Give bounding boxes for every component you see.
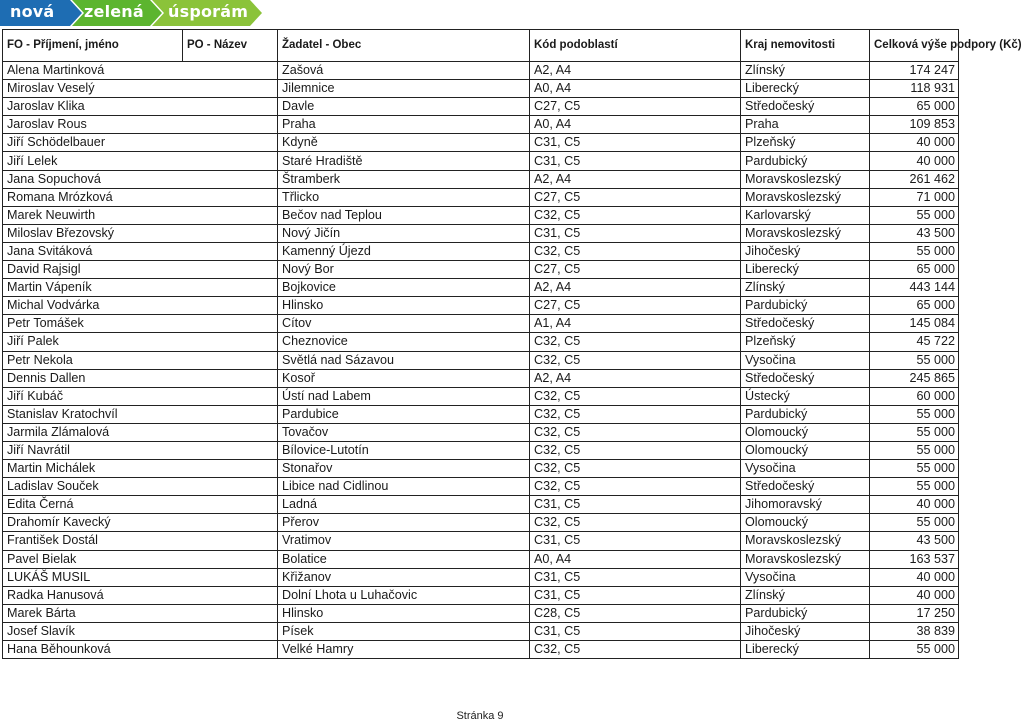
cell-org-name <box>183 80 278 98</box>
table-row <box>3 333 959 351</box>
cell-org-name <box>183 279 278 297</box>
table-row <box>3 188 959 206</box>
cell-amount: 109 853 <box>870 116 959 134</box>
cell-region: Zlínský <box>741 62 870 80</box>
cell-amount: 443 144 <box>870 279 959 297</box>
table-row <box>3 224 959 242</box>
table-row <box>3 568 959 586</box>
cell-org-name <box>183 62 278 80</box>
cell-region: Zlínský <box>741 586 870 604</box>
cell-region: Plzeňský <box>741 333 870 351</box>
cell-region: Moravskoslezský <box>741 550 870 568</box>
cell-amount: 60 000 <box>870 387 959 405</box>
cell-amount: 118 931 <box>870 80 959 98</box>
cell-region: Vysočina <box>741 460 870 478</box>
cell-amount: 40 000 <box>870 152 959 170</box>
cell-amount: 43 500 <box>870 224 959 242</box>
cell-subarea-code: C31, C5 <box>530 152 741 170</box>
cell-subarea-code: C27, C5 <box>530 188 741 206</box>
cell-region: Středočeský <box>741 315 870 333</box>
cell-region: Jihočeský <box>741 242 870 260</box>
cell-region: Moravskoslezský <box>741 532 870 550</box>
table-row <box>3 297 959 315</box>
cell-region: Karlovarský <box>741 206 870 224</box>
cell-subarea-code: A1, A4 <box>530 315 741 333</box>
cell-amount: 55 000 <box>870 206 959 224</box>
cell-person-name: Petr Nekola <box>3 351 183 369</box>
cell-person-name: Marek Bárta <box>3 604 183 622</box>
cell-amount: 55 000 <box>870 641 959 659</box>
cell-town: Ladná <box>278 496 530 514</box>
cell-amount: 65 000 <box>870 261 959 279</box>
cell-org-name <box>183 604 278 622</box>
cell-amount: 245 865 <box>870 369 959 387</box>
cell-town: Stonařov <box>278 460 530 478</box>
cell-org-name <box>183 586 278 604</box>
cell-org-name <box>183 188 278 206</box>
table-row <box>3 351 959 369</box>
cell-org-name <box>183 514 278 532</box>
cell-subarea-code: A0, A4 <box>530 550 741 568</box>
cell-town: Kosoř <box>278 369 530 387</box>
table-row <box>3 98 959 116</box>
cell-person-name: Jiří Palek <box>3 333 183 351</box>
cell-subarea-code: C31, C5 <box>530 224 741 242</box>
cell-region: Vysočina <box>741 568 870 586</box>
cell-person-name: Alena Martinková <box>3 62 183 80</box>
cell-person-name: Jaroslav Rous <box>3 116 183 134</box>
cell-subarea-code: C32, C5 <box>530 441 741 459</box>
cell-person-name: Martin Michálek <box>3 460 183 478</box>
cell-amount: 261 462 <box>870 170 959 188</box>
cell-person-name: Petr Tomášek <box>3 315 183 333</box>
cell-amount: 45 722 <box>870 333 959 351</box>
cell-amount: 55 000 <box>870 405 959 423</box>
cell-subarea-code: C31, C5 <box>530 568 741 586</box>
cell-org-name <box>183 622 278 640</box>
cell-region: Liberecký <box>741 80 870 98</box>
cell-region: Olomoucký <box>741 514 870 532</box>
cell-subarea-code: C31, C5 <box>530 586 741 604</box>
cell-subarea-code: C28, C5 <box>530 604 741 622</box>
cell-region: Pardubický <box>741 604 870 622</box>
cell-org-name <box>183 170 278 188</box>
cell-org-name <box>183 134 278 152</box>
subsidy-table <box>2 29 1022 659</box>
cell-person-name: Jiří Kubáč <box>3 387 183 405</box>
cell-town: Staré Hradiště <box>278 152 530 170</box>
cell-town: Štramberk <box>278 170 530 188</box>
table-row <box>3 369 959 387</box>
cell-subarea-code: C31, C5 <box>530 496 741 514</box>
table-row <box>3 586 959 604</box>
cell-region: Plzeňský <box>741 134 870 152</box>
cell-amount: 38 839 <box>870 622 959 640</box>
table-row <box>3 460 959 478</box>
cell-amount: 55 000 <box>870 460 959 478</box>
table-row <box>3 550 959 568</box>
cell-subarea-code: C32, C5 <box>530 405 741 423</box>
cell-org-name <box>183 441 278 459</box>
header-fo-name: FO - Příjmení, jméno <box>3 30 183 62</box>
header-region: Kraj nemovitosti <box>741 30 870 62</box>
cell-amount: 145 084 <box>870 315 959 333</box>
cell-town: Bečov nad Teplou <box>278 206 530 224</box>
cell-subarea-code: A0, A4 <box>530 116 741 134</box>
cell-town: Cítov <box>278 315 530 333</box>
table-row <box>3 441 959 459</box>
cell-person-name: Jarmila Zlámalová <box>3 423 183 441</box>
cell-subarea-code: C27, C5 <box>530 261 741 279</box>
cell-subarea-code: A2, A4 <box>530 170 741 188</box>
cell-town: Zašová <box>278 62 530 80</box>
logo-word-zelena: zelená <box>84 2 144 21</box>
cell-town: Velké Hamry <box>278 641 530 659</box>
cell-org-name <box>183 405 278 423</box>
cell-region: Jihočeský <box>741 622 870 640</box>
cell-subarea-code: C31, C5 <box>530 622 741 640</box>
cell-org-name <box>183 224 278 242</box>
cell-amount: 55 000 <box>870 514 959 532</box>
cell-region: Pardubický <box>741 405 870 423</box>
cell-town: Ústí nad Labem <box>278 387 530 405</box>
cell-org-name <box>183 478 278 496</box>
cell-region: Středočeský <box>741 478 870 496</box>
cell-amount: 55 000 <box>870 441 959 459</box>
cell-person-name: Stanislav Kratochvíl <box>3 405 183 423</box>
cell-region: Pardubický <box>741 297 870 315</box>
cell-person-name: Drahomír Kavecký <box>3 514 183 532</box>
cell-subarea-code: C32, C5 <box>530 478 741 496</box>
table-row <box>3 641 959 659</box>
table-row <box>3 152 959 170</box>
cell-region: Moravskoslezský <box>741 188 870 206</box>
cell-region: Středočeský <box>741 369 870 387</box>
cell-town: Bojkovice <box>278 279 530 297</box>
cell-org-name <box>183 532 278 550</box>
cell-org-name <box>183 369 278 387</box>
cell-org-name <box>183 550 278 568</box>
table-row <box>3 478 959 496</box>
cell-amount: 163 537 <box>870 550 959 568</box>
table-body <box>3 62 959 659</box>
cell-region: Moravskoslezský <box>741 224 870 242</box>
cell-amount: 71 000 <box>870 188 959 206</box>
cell-person-name: Hana Běhounková <box>3 641 183 659</box>
table-row <box>3 496 959 514</box>
table-header-row <box>3 30 959 62</box>
cell-amount: 40 000 <box>870 134 959 152</box>
table-row <box>3 116 959 134</box>
cell-org-name <box>183 568 278 586</box>
cell-person-name: Dennis Dallen <box>3 369 183 387</box>
cell-region: Jihomoravský <box>741 496 870 514</box>
cell-town: Dolní Lhota u Luhačovic <box>278 586 530 604</box>
table-row <box>3 206 959 224</box>
cell-org-name <box>183 206 278 224</box>
cell-person-name: Romana Mrózková <box>3 188 183 206</box>
cell-town: Kdyně <box>278 134 530 152</box>
cell-org-name <box>183 351 278 369</box>
cell-subarea-code: A2, A4 <box>530 279 741 297</box>
cell-region: Praha <box>741 116 870 134</box>
cell-subarea-code: C32, C5 <box>530 641 741 659</box>
cell-town: Jilemnice <box>278 80 530 98</box>
cell-region: Vysočina <box>741 351 870 369</box>
cell-town: Hlinsko <box>278 297 530 315</box>
cell-region: Moravskoslezský <box>741 170 870 188</box>
cell-person-name: Michal Vodvárka <box>3 297 183 315</box>
cell-subarea-code: A2, A4 <box>530 62 741 80</box>
cell-person-name: Martin Vápeník <box>3 279 183 297</box>
cell-town: Písek <box>278 622 530 640</box>
cell-subarea-code: C32, C5 <box>530 460 741 478</box>
cell-subarea-code: A0, A4 <box>530 80 741 98</box>
table-row <box>3 279 959 297</box>
cell-person-name: David Rajsigl <box>3 261 183 279</box>
cell-person-name: LUKÁŠ MUSIL <box>3 568 183 586</box>
cell-town: Pardubice <box>278 405 530 423</box>
cell-org-name <box>183 333 278 351</box>
cell-person-name: Edita Černá <box>3 496 183 514</box>
cell-town: Bolatice <box>278 550 530 568</box>
cell-town: Hlinsko <box>278 604 530 622</box>
cell-amount: 40 000 <box>870 586 959 604</box>
table-row <box>3 242 959 260</box>
logo-word-usporam: úsporám <box>168 2 249 21</box>
cell-town: Libice nad Cidlinou <box>278 478 530 496</box>
cell-subarea-code: C27, C5 <box>530 98 741 116</box>
table-row <box>3 387 959 405</box>
header-subarea-code: Kód podoblastí <box>530 30 741 62</box>
cell-region: Zlínský <box>741 279 870 297</box>
cell-subarea-code: A2, A4 <box>530 369 741 387</box>
cell-town: Kamenný Újezd <box>278 242 530 260</box>
program-logo <box>0 0 262 26</box>
table-row <box>3 532 959 550</box>
cell-person-name: Jiří Lelek <box>3 152 183 170</box>
cell-town: Třlicko <box>278 188 530 206</box>
cell-region: Liberecký <box>741 261 870 279</box>
table-row <box>3 62 959 80</box>
table-row <box>3 604 959 622</box>
cell-amount: 55 000 <box>870 242 959 260</box>
cell-amount: 40 000 <box>870 568 959 586</box>
cell-subarea-code: C31, C5 <box>530 134 741 152</box>
header-applicant-town: Žadatel - Obec <box>278 30 530 62</box>
cell-town: Nový Jičín <box>278 224 530 242</box>
cell-person-name: Miloslav Březovský <box>3 224 183 242</box>
cell-person-name: Ladislav Souček <box>3 478 183 496</box>
cell-org-name <box>183 315 278 333</box>
logo-word-nova: nová <box>10 2 55 21</box>
cell-town: Davle <box>278 98 530 116</box>
cell-person-name: František Dostál <box>3 532 183 550</box>
table-row <box>3 405 959 423</box>
header-po-name: PO - Název <box>183 30 278 62</box>
cell-subarea-code: C32, C5 <box>530 242 741 260</box>
cell-subarea-code: C31, C5 <box>530 532 741 550</box>
cell-person-name: Marek Neuwirth <box>3 206 183 224</box>
cell-town: Praha <box>278 116 530 134</box>
table-row <box>3 261 959 279</box>
cell-subarea-code: C32, C5 <box>530 351 741 369</box>
cell-region: Ústecký <box>741 387 870 405</box>
cell-subarea-code: C32, C5 <box>530 206 741 224</box>
cell-person-name: Josef Slavík <box>3 622 183 640</box>
cell-person-name: Jana Svitáková <box>3 242 183 260</box>
cell-person-name: Jaroslav Klika <box>3 98 183 116</box>
cell-org-name <box>183 297 278 315</box>
cell-subarea-code: C32, C5 <box>530 333 741 351</box>
cell-subarea-code: C32, C5 <box>530 514 741 532</box>
cell-amount: 55 000 <box>870 351 959 369</box>
cell-town: Přerov <box>278 514 530 532</box>
cell-person-name: Jiří Navrátil <box>3 441 183 459</box>
cell-subarea-code: C32, C5 <box>530 423 741 441</box>
table-row <box>3 170 959 188</box>
cell-org-name <box>183 116 278 134</box>
cell-town: Nový Bor <box>278 261 530 279</box>
page-number: Stránka 9 <box>456 710 504 722</box>
cell-region: Pardubický <box>741 152 870 170</box>
cell-org-name <box>183 387 278 405</box>
cell-person-name: Miroslav Veselý <box>3 80 183 98</box>
table-row <box>3 622 959 640</box>
table-row <box>3 315 959 333</box>
cell-org-name <box>183 423 278 441</box>
cell-town: Světlá nad Sázavou <box>278 351 530 369</box>
cell-amount: 55 000 <box>870 478 959 496</box>
cell-town: Bílovice-Lutotín <box>278 441 530 459</box>
table-row <box>3 80 959 98</box>
cell-region: Olomoucký <box>741 441 870 459</box>
table-row <box>3 134 959 152</box>
cell-amount: 174 247 <box>870 62 959 80</box>
cell-person-name: Radka Hanusová <box>3 586 183 604</box>
cell-org-name <box>183 242 278 260</box>
cell-amount: 65 000 <box>870 98 959 116</box>
table-row <box>3 514 959 532</box>
cell-amount: 17 250 <box>870 604 959 622</box>
cell-org-name <box>183 641 278 659</box>
table-row <box>3 423 959 441</box>
cell-org-name <box>183 152 278 170</box>
cell-org-name <box>183 98 278 116</box>
cell-amount: 55 000 <box>870 423 959 441</box>
cell-org-name <box>183 261 278 279</box>
cell-person-name: Jiří Schödelbauer <box>3 134 183 152</box>
cell-person-name: Pavel Bielak <box>3 550 183 568</box>
cell-town: Vratimov <box>278 532 530 550</box>
cell-town: Cheznovice <box>278 333 530 351</box>
cell-person-name: Jana Sopuchová <box>3 170 183 188</box>
cell-org-name <box>183 460 278 478</box>
cell-amount: 65 000 <box>870 297 959 315</box>
cell-amount: 43 500 <box>870 532 959 550</box>
cell-town: Tovačov <box>278 423 530 441</box>
cell-subarea-code: C32, C5 <box>530 387 741 405</box>
cell-subarea-code: C27, C5 <box>530 297 741 315</box>
cell-region: Olomoucký <box>741 423 870 441</box>
cell-amount: 40 000 <box>870 496 959 514</box>
cell-town: Křižanov <box>278 568 530 586</box>
cell-org-name <box>183 496 278 514</box>
cell-region: Liberecký <box>741 641 870 659</box>
header-total-support: Celková výše podpory (Kč) <box>870 30 959 62</box>
cell-region: Středočeský <box>741 98 870 116</box>
